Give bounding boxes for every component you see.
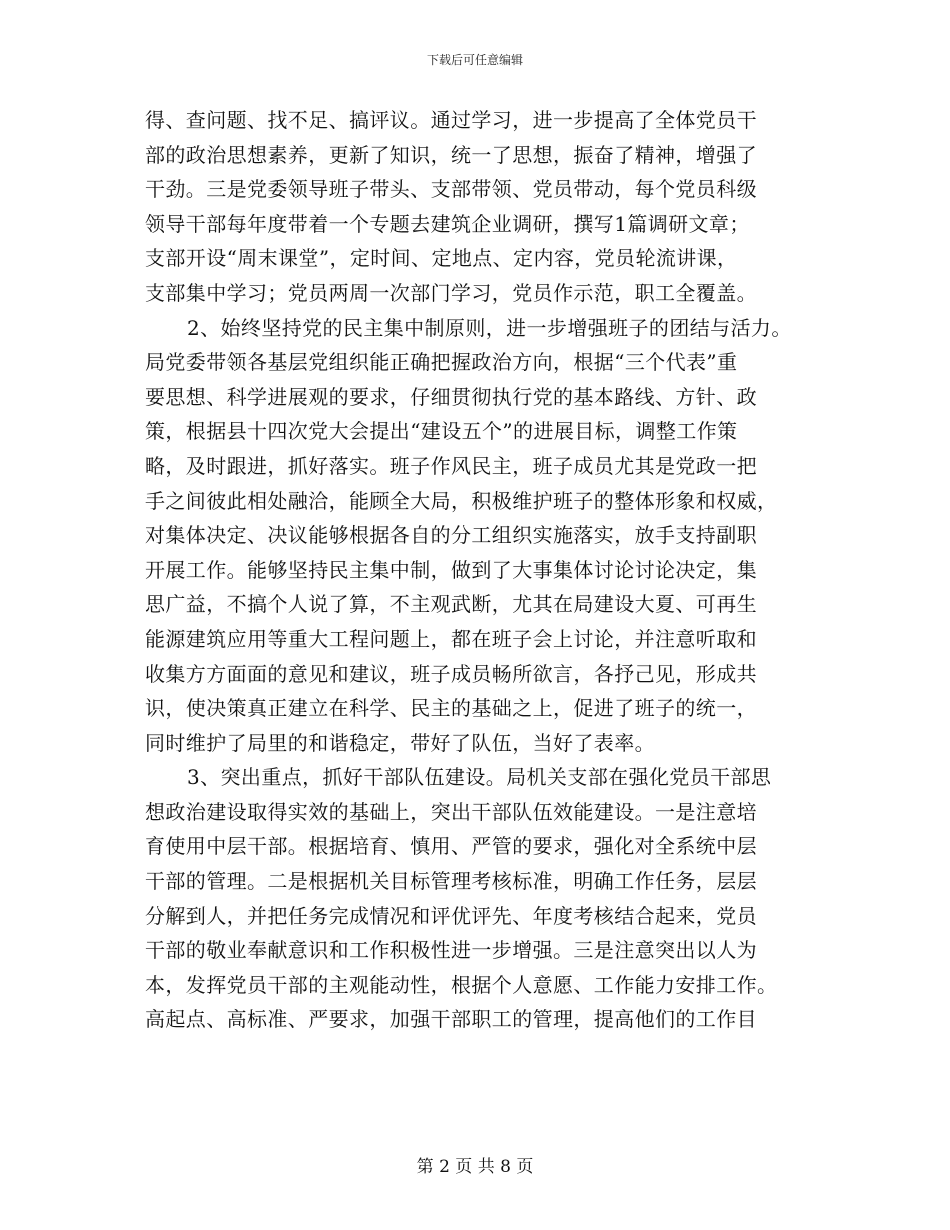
paragraph-line: 分解到人，并把任务完成情况和评优评先、年度考核结合起来，党员 xyxy=(145,903,757,928)
paragraph-line: 对集体决定、决议能够根据各自的分工组织实施落实，放手支持副职 xyxy=(145,523,757,548)
paragraph-line: 支部开设“周末课堂”，定时间、定地点、定内容，党员轮流讲课， xyxy=(145,246,738,271)
paragraph-line: 育使用中层干部。根据培育、慎用、严管的要求，强化对全系统中层 xyxy=(145,834,757,859)
paragraph-line: 要思想、科学进展观的要求，仔细贯彻执行党的基本路线、方针、政 xyxy=(145,384,757,409)
paragraph-line: 手之间彼此相处融洽，能顾全大局，积极维护班子的整体形象和权威， xyxy=(145,488,778,513)
paragraph-line: 想政治建设取得实效的基础上，突出干部队伍效能建设。一是注意培 xyxy=(145,799,757,824)
page-number-footer: 第 2 页 共 8 页 xyxy=(416,1157,534,1177)
paragraph-line: 思广益，不搞个人说了算，不主观武断，尤其在局建设大夏、可再生 xyxy=(145,592,757,617)
paragraph-line: 开展工作。能够坚持民主集中制，做到了大事集体讨论讨论决定，集 xyxy=(145,557,757,582)
paragraph-line: 局党委带领各基层党组织能正确把握政治方向，根据“三个代表”重 xyxy=(145,350,738,375)
paragraph-line: 部的政治思想素养，更新了知识，统一了思想，振奋了精神，增强了 xyxy=(145,142,757,167)
paragraph-line: 策，根据县十四次党大会提出“建设五个”的进展目标，调整工作策 xyxy=(145,419,738,444)
paragraph-line: 识，使决策真正建立在科学、民主的基础之上，促进了班子的统一， xyxy=(145,696,757,721)
paragraph-line: 支部集中学习；党员两周一次部门学习，党员作示范，职工全覆盖。 xyxy=(145,280,757,305)
paragraph-line: 领导干部每年度带着一个专题去建筑企业调研，撰写1篇调研文章； xyxy=(145,211,750,236)
paragraph-line: 干劲。三是党委领导班子带头、支部带领、党员带动，每个党员科级 xyxy=(145,177,757,202)
paragraph-line: 能源建筑应用等重大工程问题上，都在班子会上讨论，并注意听取和 xyxy=(145,626,757,651)
paragraph-line: 收集方方面面的意见和建议，班子成员畅所欲言，各抒己见，形成共 xyxy=(145,661,757,686)
paragraph-line: 高起点、高标准、严要求，加强干部职工的管理，提高他们的工作目 xyxy=(145,1007,757,1032)
paragraph-line: 得、查问题、找不足、搞评议。通过学习，进一步提高了全体党员干 xyxy=(145,108,757,132)
paragraph-line: 3、突出重点，抓好干部队伍建设。局机关支部在强化党员干部思 xyxy=(187,765,772,790)
paragraph-line: 干部的敬业奉献意识和工作积极性进一步增强。三是注意突出以人为 xyxy=(145,938,757,963)
paragraph-line: 同时维护了局里的和谐稳定，带好了队伍，当好了表率。 xyxy=(145,730,655,755)
paragraph-line: 略，及时跟进，抓好落实。班子作风民主，班子成员尤其是党政一把 xyxy=(145,453,757,478)
page-header: 下载后可任意编辑 xyxy=(426,53,523,67)
paragraph-line: 本，发挥党员干部的主观能动性，根据个人意愿、工作能力安排工作。 xyxy=(145,972,778,997)
paragraph-line: 干部的管理。二是根据机关目标管理考核标准，明确工作任务，层层 xyxy=(145,869,757,894)
document-body xyxy=(145,103,825,1037)
paragraph-line: 2、始终坚持党的民主集中制原则，进一步增强班子的团结与活力。 xyxy=(187,315,792,340)
